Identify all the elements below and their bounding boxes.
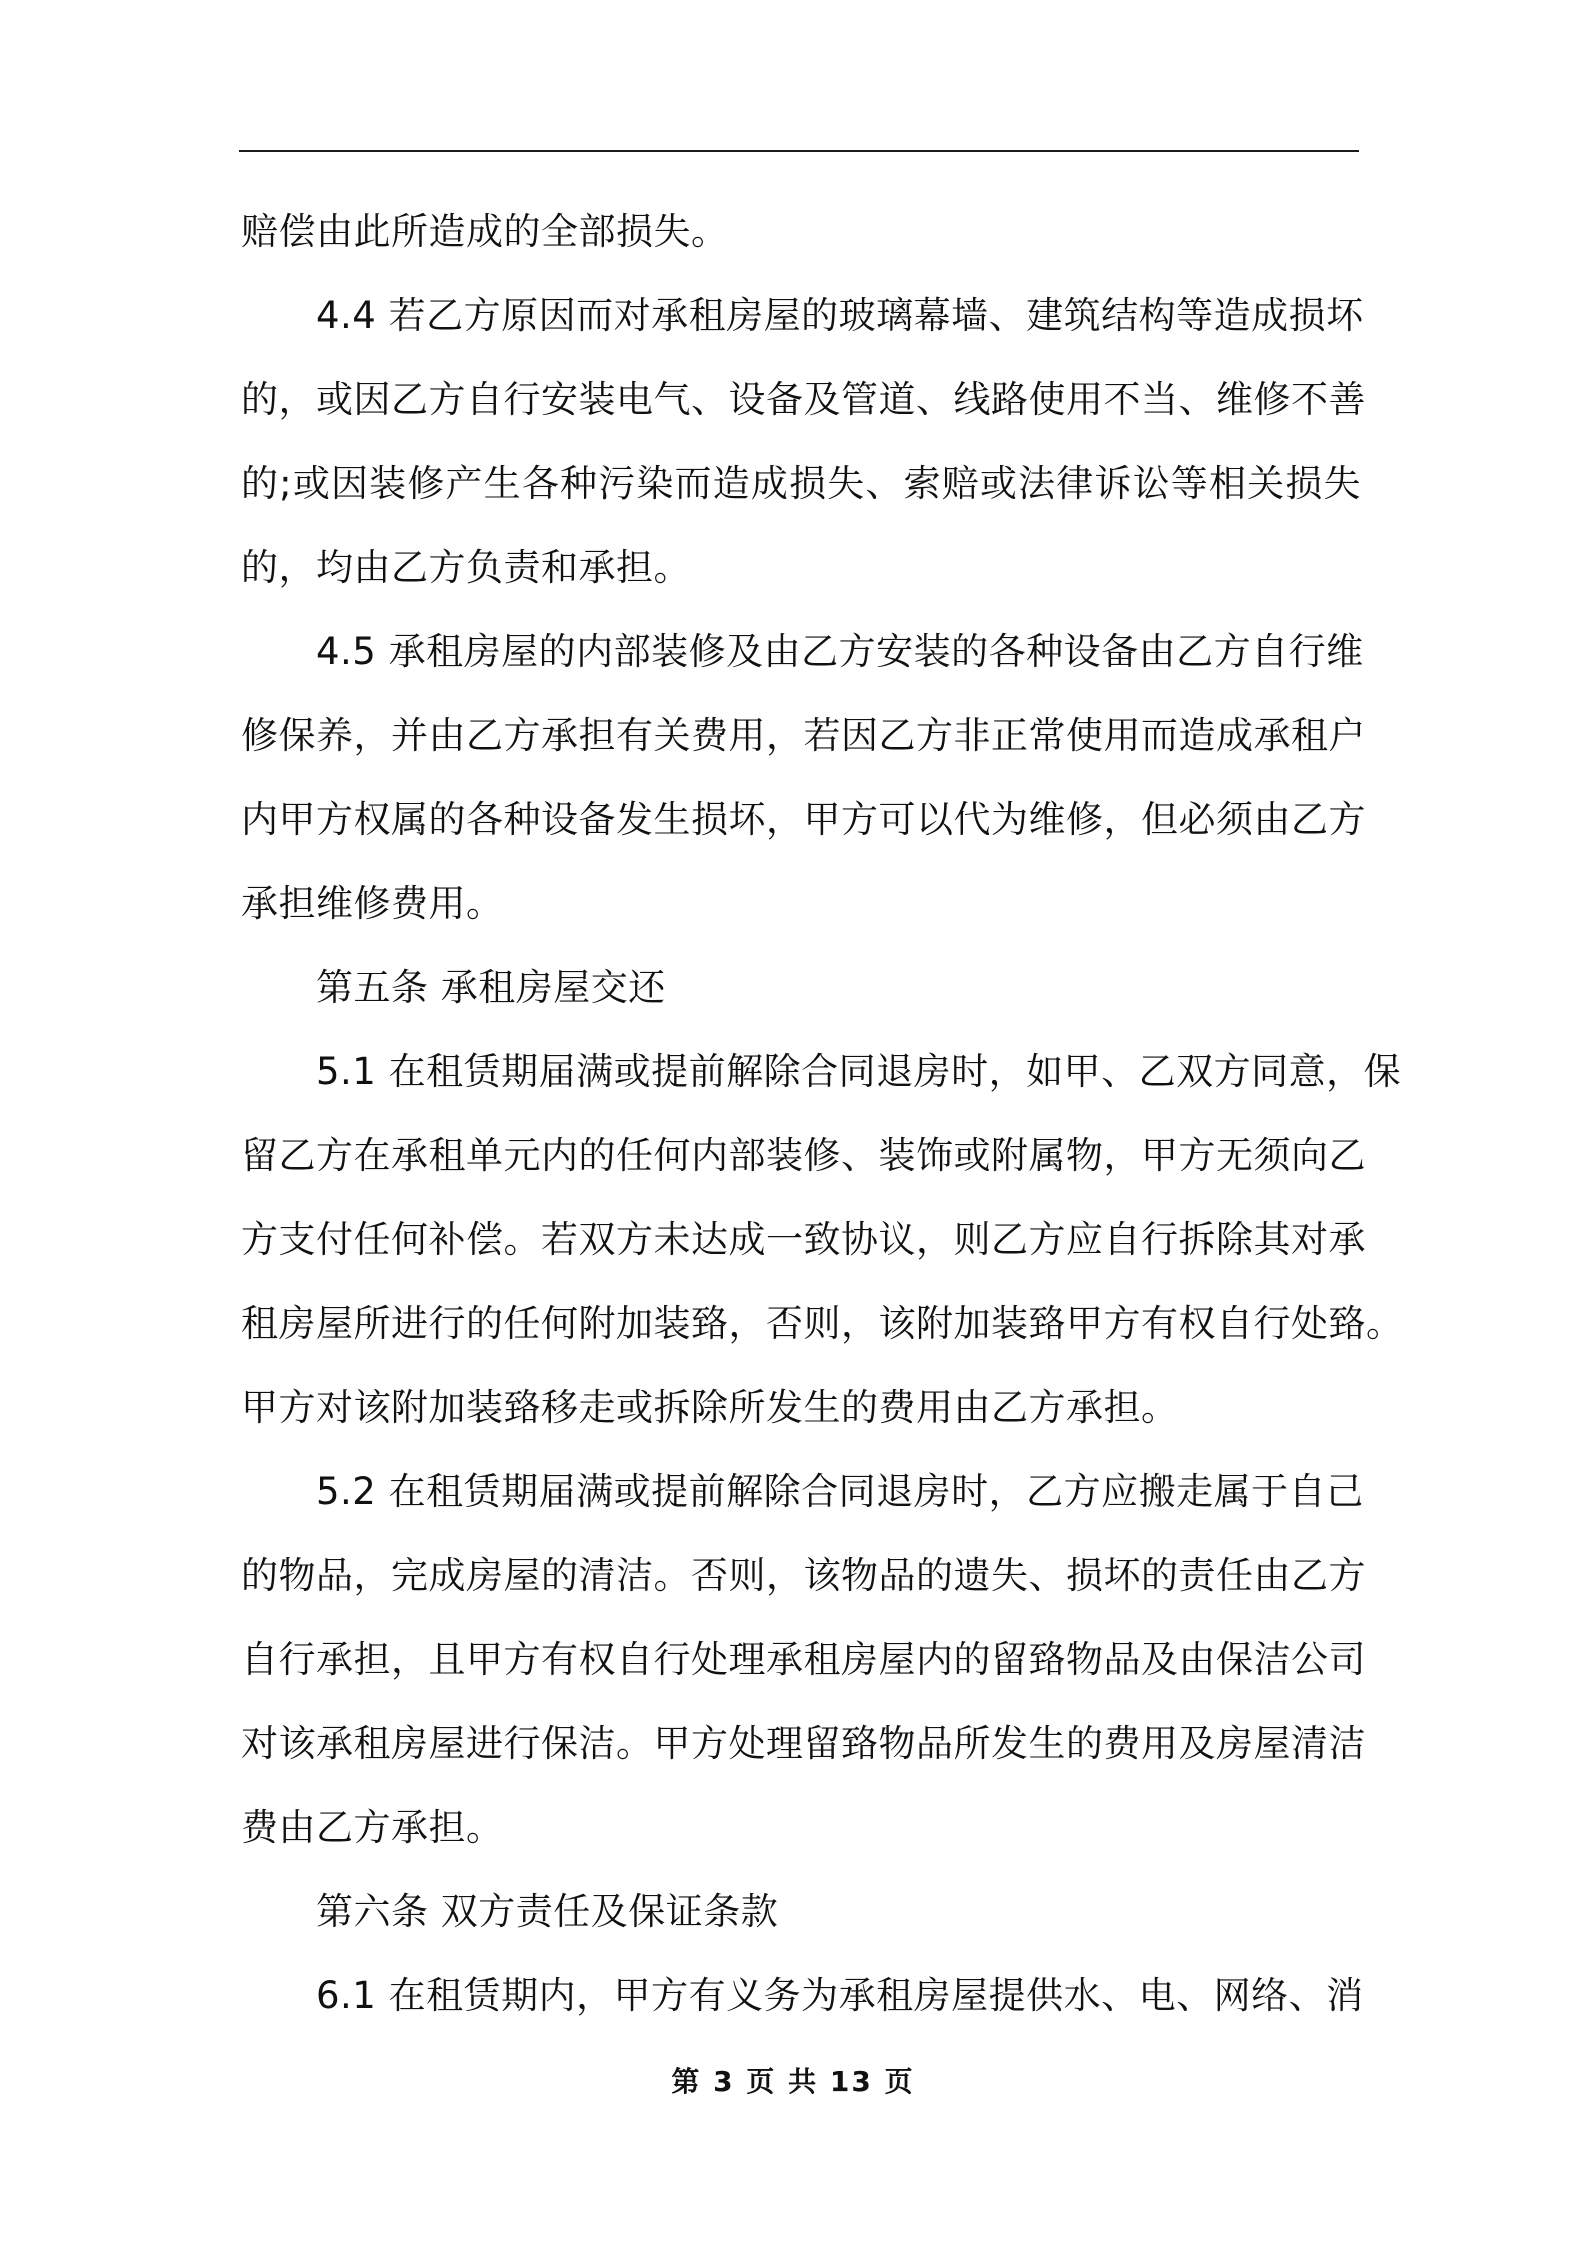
paragraph-line: 5.1 在租赁期届满或提前解除合同退房时，如甲、乙双方同意，保	[316, 1050, 1402, 1093]
paragraph-line: 方支付任何补偿。若双方未达成一致协议，则乙方应自行拆除其对承	[241, 1218, 1366, 1261]
paragraph-line: 费由乙方承担。	[241, 1806, 504, 1849]
section-heading: 第六条 双方责任及保证条款	[316, 1890, 779, 1933]
paragraph-line: 对该承租房屋进行保洁。甲方处理留臵物品所发生的费用及房屋清洁	[241, 1722, 1366, 1765]
paragraph-line: 租房屋所进行的任何附加装臵，否则，该附加装臵甲方有权自行处臵。	[241, 1302, 1404, 1345]
paragraph-line: 6.1 在租赁期内，甲方有义务为承租房屋提供水、电、网络、消	[316, 1974, 1364, 2017]
page-number-footer: 第 3 页 共 13 页	[671, 2065, 915, 2098]
paragraph-line: 的，均由乙方负责和承担。	[241, 546, 691, 589]
section-heading: 第五条 承租房屋交还	[316, 966, 666, 1009]
paragraph-line: 的，或因乙方自行安装电气、设备及管道、线路使用不当、维修不善	[241, 378, 1366, 421]
paragraph-line: 5.2 在租赁期届满或提前解除合同退房时，乙方应搬走属于自己	[316, 1470, 1364, 1513]
paragraph-line: 自行承担，且甲方有权自行处理承租房屋内的留臵物品及由保洁公司	[241, 1638, 1366, 1681]
header-rule	[239, 150, 1359, 152]
paragraph-line: 修保养，并由乙方承担有关费用，若因乙方非正常使用而造成承租户	[241, 714, 1366, 757]
paragraph-line: 甲方对该附加装臵移走或拆除所发生的费用由乙方承担。	[241, 1386, 1179, 1429]
document-body	[241, 190, 1404, 2038]
paragraph-line: 4.4 若乙方原因而对承租房屋的玻璃幕墙、建筑结构等造成损坏	[316, 294, 1364, 337]
paragraph-line: 内甲方权属的各种设备发生损坏，甲方可以代为维修，但必须由乙方	[241, 798, 1366, 841]
paragraph-line: 的物品，完成房屋的清洁。否则，该物品的遗失、损坏的责任由乙方	[241, 1554, 1366, 1597]
paragraph-line: 留乙方在承租单元内的任何内部装修、装饰或附属物，甲方无须向乙	[241, 1134, 1366, 1177]
paragraph-line: 的;或因装修产生各种污染而造成损失、索赔或法律诉讼等相关损失	[241, 462, 1361, 505]
paragraph-line: 承担维修费用。	[241, 882, 504, 925]
paragraph-line: 4.5 承租房屋的内部装修及由乙方安装的各种设备由乙方自行维	[316, 630, 1364, 673]
paragraph-line: 赔偿由此所造成的全部损失。	[241, 210, 729, 253]
